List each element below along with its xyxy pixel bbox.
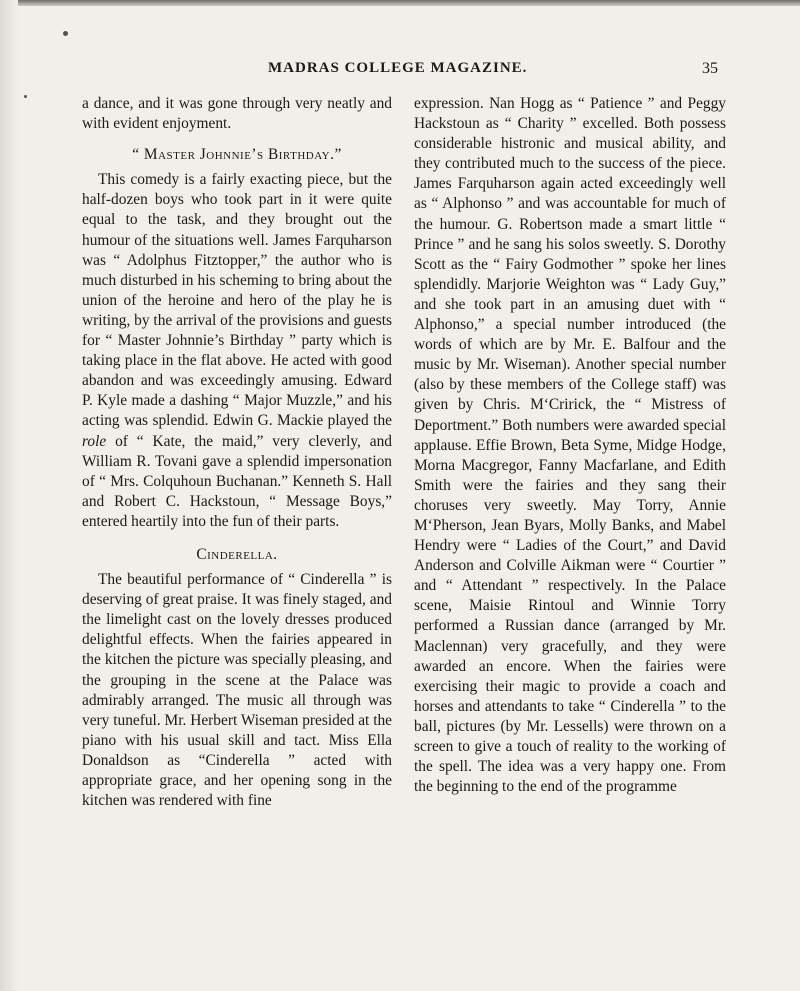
page-number: 35 [702,60,718,77]
scan-speck [63,31,68,36]
heading-master-johnnies-birthday: “ Master Johnnie’s Birthday.” [132,146,342,164]
heading-cinderella: Cinderella. [196,545,278,563]
right-column [414,94,726,797]
page-left-margin [0,0,18,991]
comedy-text-part-1: This comedy is a fairly exacting piece, but the half-dozen boys who took part in it were quite equal to the task, and they brought out the humour of the situations well. James Farquharson was “ Adolphus Fitztopper,” the author who is much disturbed in his scheming to bring about the union of the heroine and hero of the play he is writing, by the arrival of the provisions and guests for “ Master Johnnie’s Birthday ” party which is taking place in the flat above. He acted with good abandon and was exceedingly amusing. Edward P. Kyle made a dashing “ Major Muzzle,” and his acting was splendid. Edwin G. Mackie played the [82,171,392,430]
left-column [82,94,392,811]
paragraph-cinderella-continued: expression. Nan Hogg as “ Patience ” and Peggy Hackstoun as “ Charity ” excelled. Both possess considerable histronic and musical ability, and they contributed much to the success of the piece. James Farquharson again acted exceedingly well as “ Alphonso ” and was accountable for much of the humour. G. Robertson made a smart little “ Prince ” and he sang his solos sweetly. S. Dorothy Scott as the “ Fairy Godmother ” spoke her lines splendidly. Marjorie Weighton was “ Lady Guy,” and she took part in an amusing duet with “ Alphonso,” a special number introduced (the words of which are by Mr. E. Balfour and the music by Mr. Wiseman). Another special number (also by these members of the College staff) was given by Chris. M‘Cririck, the “ Mistress of Deportment.” Both numbers were awarded special applause. Effie Brown, Beta Syme, Midge Hodge, Morna Macgregor, Fanny Macfarlane, and Edith Smith were the fairies and they sang their choruses very sweetly. May Torry, Annie M‘Pherson, Jean Byars, Molly Banks, and Mabel Hendry were “ Ladies of the Court,” and David Anderson and Colville Aikman were “ Courtier ” and “ Attendant ” respectively. In the Palace scene, Maisie Rintoul and Winnie Torry performed a Russian dance (arranged by Mr. Maclennan) very gracefully, and they were awarded an encore. When the fairies were exercising their magic to provide a coach and horses and attendants to take “ Cinderella ” to the ball, pictures (by Mr. Lessells) were thrown on a screen to give a touch of reality to the working of the spell. The idea was a very happy one. From the beginning to the end of the programme [414,95,726,796]
page-top-edge [0,0,800,6]
italic-role-word: role [82,432,107,450]
comedy-text-part-2: of “ Kate, the maid,” very cleverly, and William R. Tovani gave a splendid impersonation of “ Mrs. Colquhoun Buchanan.” Kenneth S. Hall and Robert C. Hackstoun, “ Message Boys,” entered heartily into the fun of their parts. [82,432,392,530]
paragraph-dance-ending: a dance, and it was gone through very neatly and with evident enjoyment. [82,95,392,133]
magazine-title: MADRAS COLLEGE MAGAZINE. [268,60,528,76]
scan-speck [24,95,27,98]
paragraph-comedy-review [82,170,392,532]
paragraph-cinderella-review: The beautiful performance of “ Cinderella ” is deserving of great praise. It was finely staged, and the limelight cast on the lovely dresses produced delightful effects. When the fairies appeared in the kitchen the picture was specially pleasing, and the grouping in the scene at the Palace was admirably arranged. The music all through was very tuneful. Mr. Herbert Wiseman presided at the piano with his usual skill and tact. Miss Ella Donaldson as “Cinderella ” acted with appropriate grace, and her opening song in the kitchen was rendered with fine [82,571,392,810]
